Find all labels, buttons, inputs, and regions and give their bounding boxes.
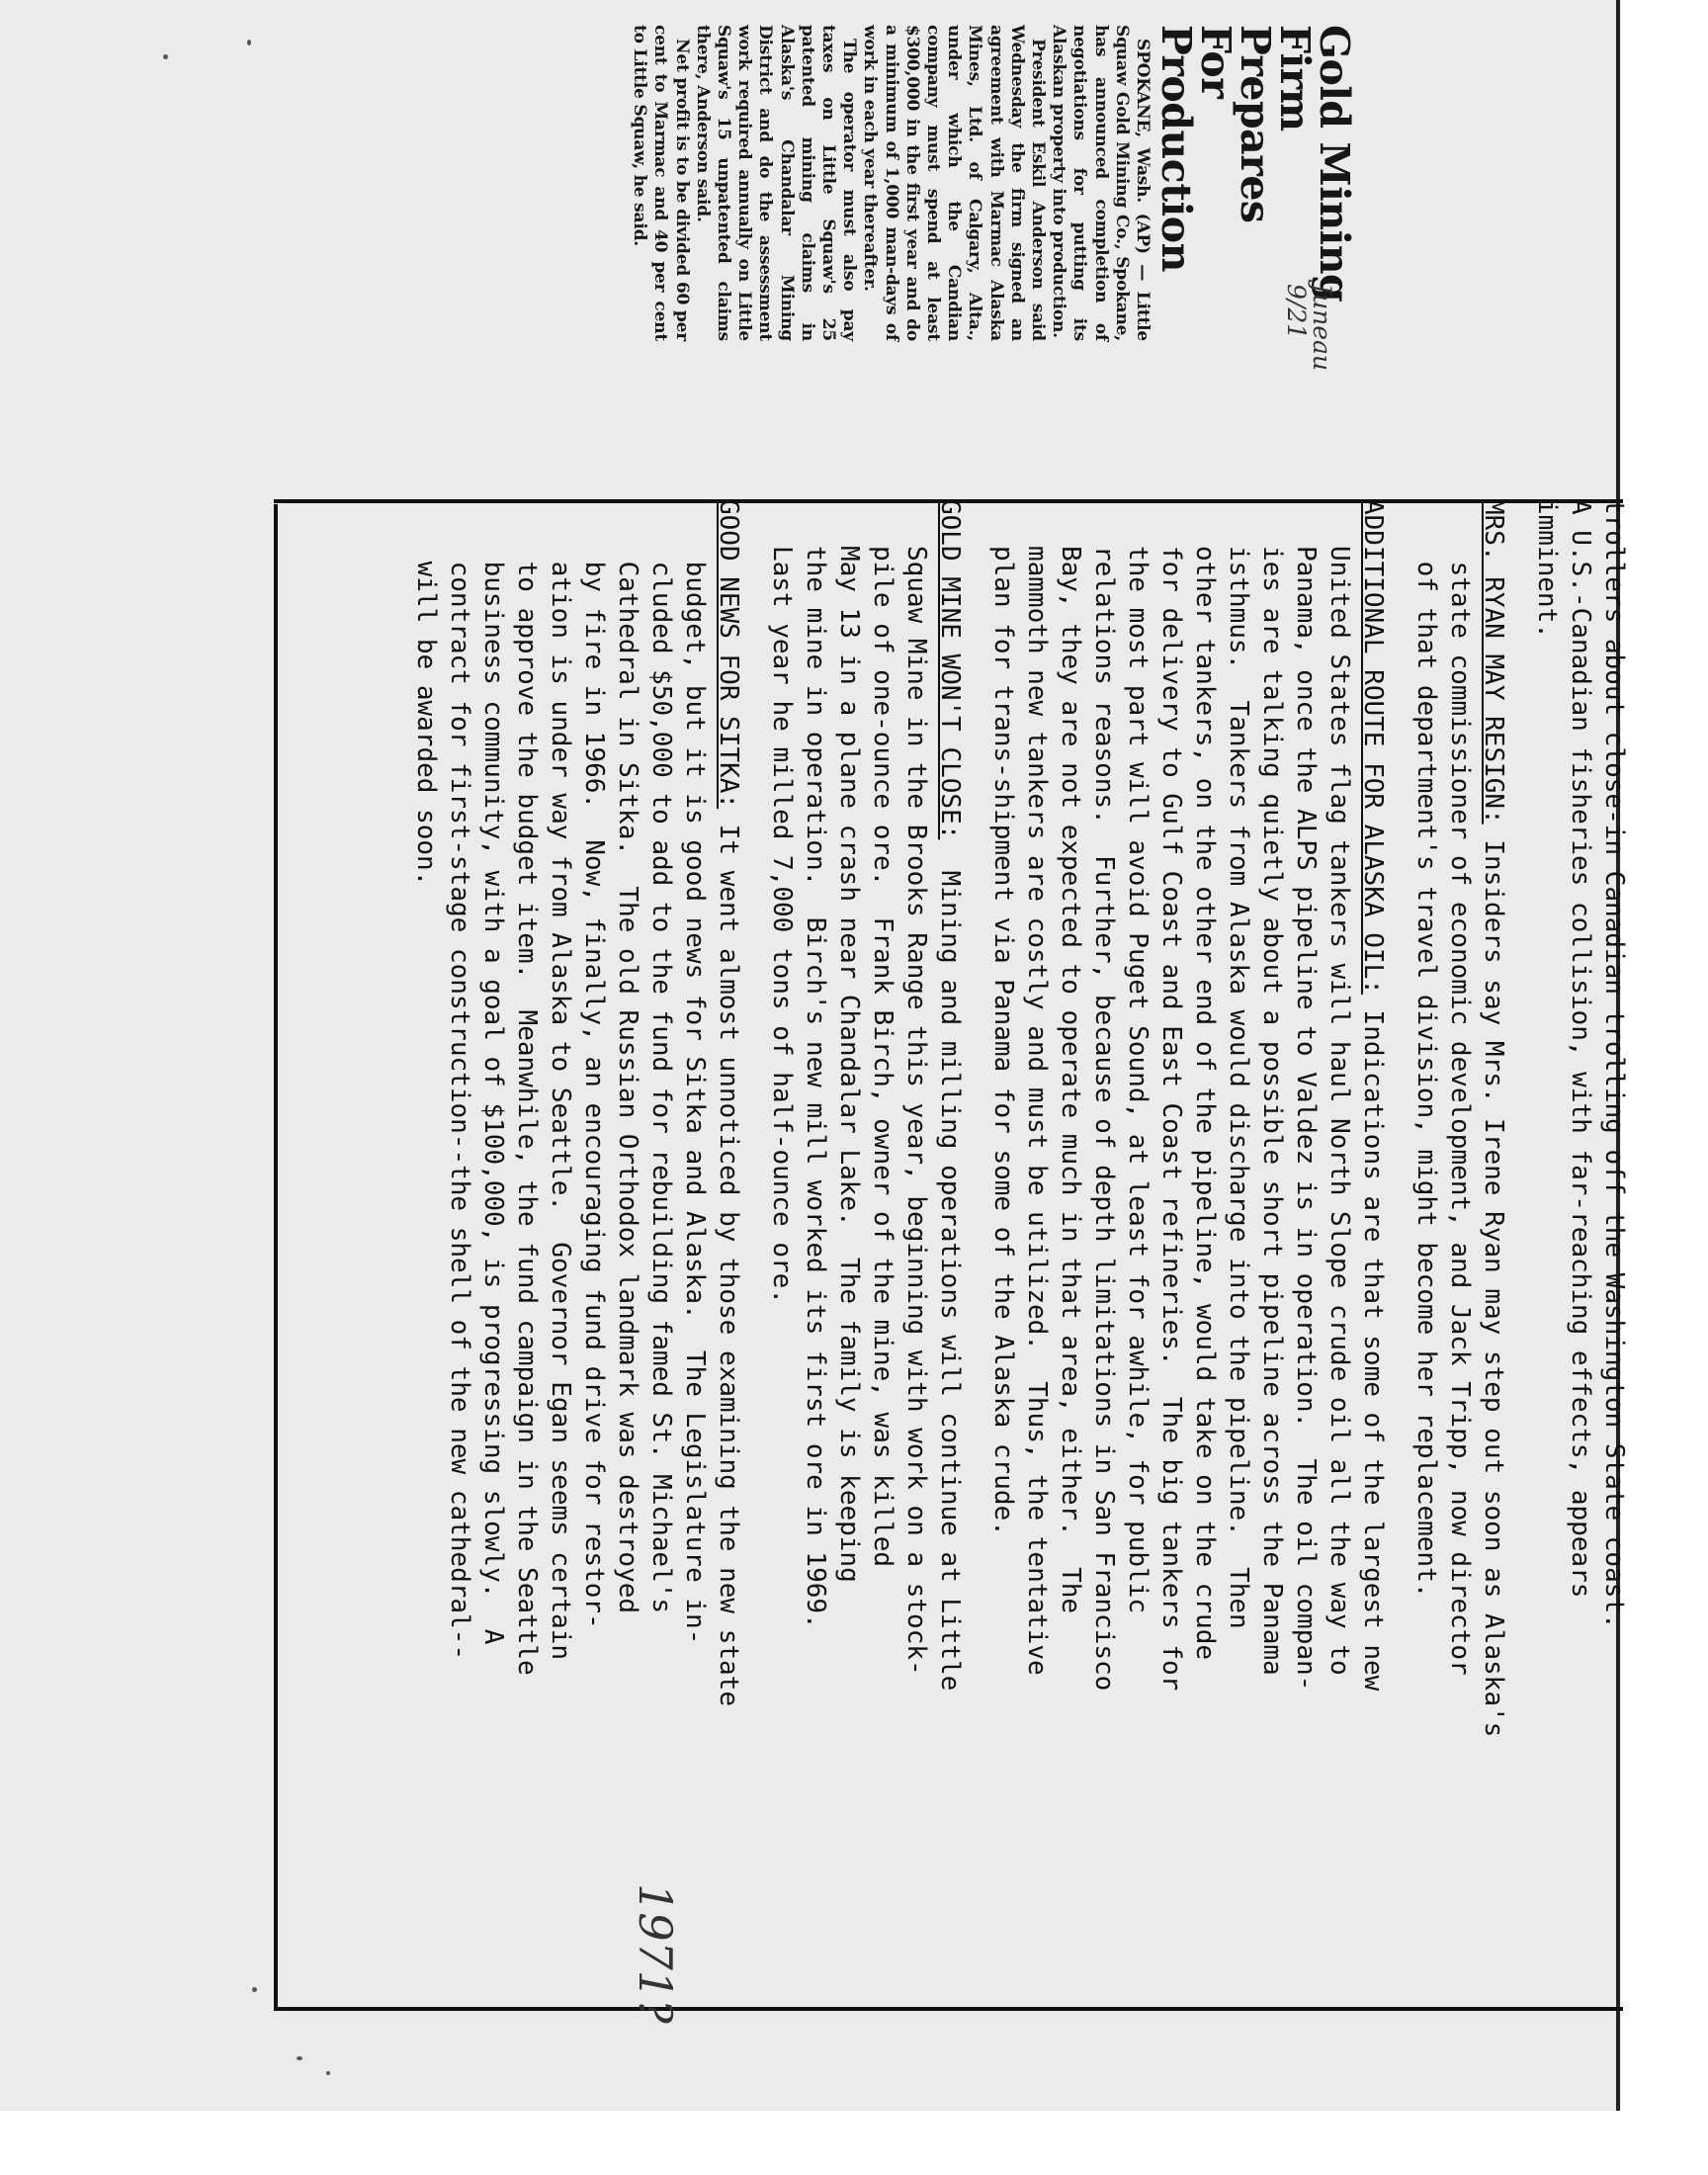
text-line: the most part will avoid Puget Sound, at least for awhile, for public [1123, 499, 1153, 1614]
scan-speck [252, 1987, 257, 1992]
newspaper-clipping [629, 25, 1358, 372]
text-line: will be awarded soon. [411, 499, 441, 887]
sitka-item [409, 499, 745, 2042]
ryan-heading: MRS. RYAN MAY RESIGN: [1479, 499, 1508, 825]
text-line: for delivery to Gulf Coast and East Coast refineries. The big tankers for [1156, 499, 1186, 1692]
newsletter-clipping [409, 499, 1631, 2042]
note-city: Juneau [1308, 284, 1336, 372]
text-line: state commissioner of economic development, and Jack Tripp, now director [1445, 499, 1475, 1676]
text-line: imminent. [1532, 499, 1562, 639]
text-line: A U.S.-Canadian fisheries collision, with far-reaching effects, appears [1566, 499, 1595, 1599]
text-line: Last year he milled 7,000 tons of half-ounce ore. [767, 499, 797, 1304]
scan-speck [163, 54, 168, 59]
headline-line-1: Gold Mining [1311, 25, 1358, 303]
clipping-paragraph: SPOKANE, Wash. (AP) — Little Squaw Gold Mining Co., Spokane, has announced completion of negotiations for putting its Alaskan property into production. [1049, 25, 1153, 341]
headline-line-3: For Production [1153, 25, 1239, 272]
sitka-heading: GOOD NEWS FOR SITKA: [714, 499, 743, 810]
text-line: mammoth new tankers are costly and must be utilized. Thus, the tentative [1022, 499, 1052, 1676]
mine-item [765, 499, 967, 2042]
scan-speck [247, 40, 251, 45]
text-line: business community, with a goal of $100,000, is progressing slowly. A [478, 499, 508, 1645]
handwritten-year: 1971? [629, 1883, 682, 2024]
text-line: Bay, they are not expected to operate much in that area, either. The [1056, 499, 1085, 1614]
text-line: pile of one-ounce ore. Frank Birch, owner of the mine, was killed [868, 499, 897, 1568]
text-line: contract for first-stage construction--the shell of the new cathedral-- [445, 499, 474, 1660]
text-line: Squaw Mine in the Brooks Range this year, beginning with work on a stock- [901, 499, 931, 1676]
ryan-text: Insiders say Mrs. Irene Ryan may step out soon as Alaska's [1479, 824, 1508, 1738]
text-line: by fire in 1966. Now, finally, an encouraging fund drive for restor- [579, 499, 609, 1629]
clipping-paragraph: The operator must also pay taxes on Little Squaw's 25 patented mining claims in Alaska's Chandalar Mining District and do the assessment work required annually on Little Squaw's 15 unpatented claims there, Anderson said. [692, 25, 860, 341]
text-line: ies are talking quietly about a possible short pipeline across the Panama [1257, 499, 1287, 1676]
text-line: May 13 in a plane crash near Chandalar Lake. The family is keeping [834, 499, 864, 1583]
text-line: of that department's travel division, might become her replacement. [1411, 499, 1441, 1599]
mine-text: Mining and milling operations will continue at Little [935, 839, 965, 1692]
text-line: plan for trans-shipment via Panama for some of the Alaska crude. [988, 499, 1018, 1536]
text-line [712, 499, 745, 2042]
sitka-text: It went almost unnoticed by those examining the new state [714, 809, 743, 1706]
scan-speck [326, 2071, 330, 2075]
fisheries-item [1530, 499, 1631, 2042]
text-line: budget, but it is good news for Sitka and Alaska. The Legislature in- [680, 499, 710, 1645]
text-line: the mine in operation. Birch's new mill worked its first ore in 1969. [801, 499, 830, 1629]
note-date: 9/21 [1282, 284, 1311, 340]
frame-border-left [274, 504, 278, 2007]
text-line: Panama, once the ALPS pipeline to Valdez is in operation. The oil compan- [1291, 499, 1321, 1692]
text-line: United States flag tankers will haul North Slope crude oil all the way to [1324, 499, 1354, 1676]
mine-heading: GOLD MINE WON'T CLOSE: [935, 499, 965, 840]
text-line [933, 499, 967, 2042]
clipping-body [629, 25, 1153, 341]
text-line: other tankers, on the other end of the pipeline, would take on the crude [1190, 499, 1220, 1660]
clipping-paragraph: President Eskil Anderson said Wednesday the firm signed an agreement with Marmac Alaska Mines, Ltd. of Calgary, Alta., under which the Candian company must spend at least $300,000 in the first year and do a minimum of 1,000 man-days of work in each year thereafter. [860, 25, 1048, 341]
text-line: ation is under way from Alaska to Seattle. Governor Egan seems certain [546, 499, 575, 1660]
oil-heading: ADDITIONAL ROUTE FOR ALASKA OIL: [1358, 499, 1388, 995]
handwritten-note [1283, 284, 1334, 371]
text-line [1356, 499, 1390, 2042]
text-line: relations reasons. Further, because of depth limitations in San Francisco [1089, 499, 1119, 1692]
scan-speck [297, 2056, 302, 2060]
headline-line-2: Firm Prepares [1232, 25, 1319, 223]
text-line: cluded $50,000 to add to the fund for rebuilding famed St. Michael's [646, 499, 676, 1614]
text-line: Cathedral in Sitka. The old Russian Orthodox landmark was destroyed [613, 499, 642, 1614]
text-line: isthmus. Tankers from Alaska would discharge into the pipeline. Then [1224, 499, 1253, 1629]
text-line [1477, 499, 1510, 2042]
oil-item [986, 499, 1390, 2042]
ryan-item [1409, 499, 1510, 2042]
clipping-paragraph: Net profit is to be divided 60 per cent to Marmac and 40 per cent to Little Squaw, he said. [630, 25, 692, 341]
text-line: to approve the budget item. Meanwhile, the fund campaign in the Seattle [512, 499, 542, 1676]
text-line: trollers about close-in Canadian trolling off the Washington State coast. [1599, 499, 1629, 1629]
oil-text: Indications are that some of the largest new [1358, 994, 1388, 1692]
